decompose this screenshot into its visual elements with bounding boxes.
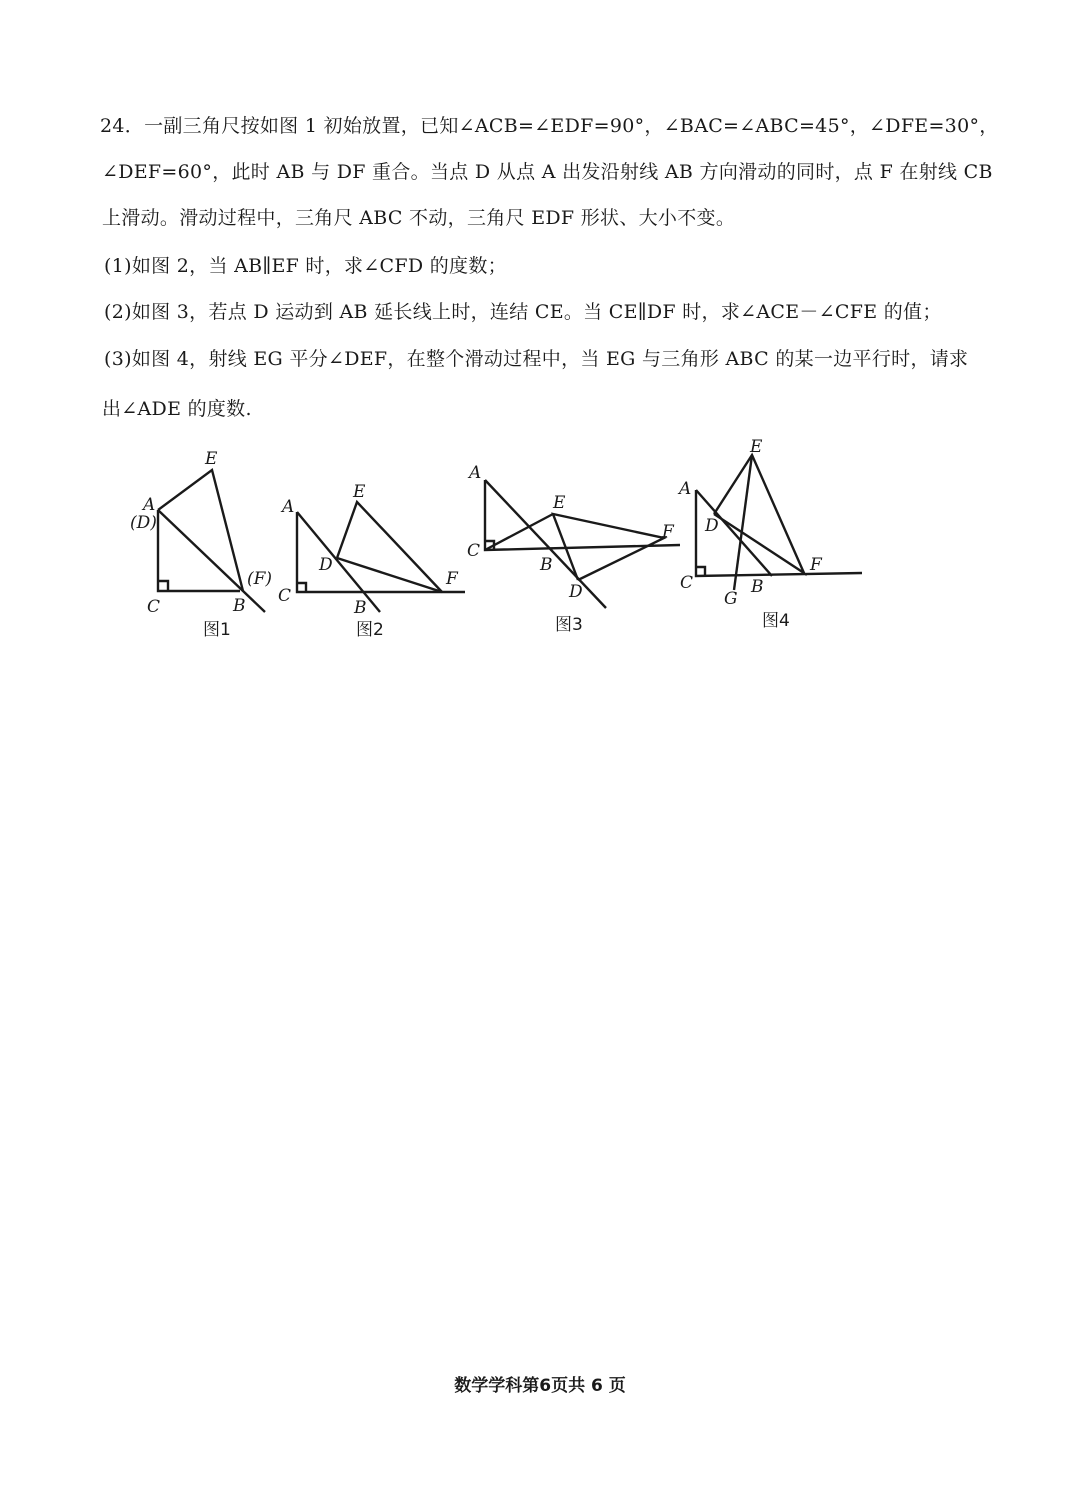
fig4-label-f: F <box>810 555 822 575</box>
fig1-label-f: (F) <box>247 569 273 589</box>
fig3-triangle-legs <box>485 480 680 550</box>
question-line-2: ∠DEF=60°，此时 AB 与 DF 重合。当点 D 从点 A 出发沿射线 AB 方向滑动的同时，点 F 在射线 CB <box>102 161 993 183</box>
fig3-label-c: C <box>467 541 481 561</box>
fig3-hypotenuse-ab <box>485 480 606 608</box>
fig3-label-b: B <box>540 555 553 575</box>
fig1-label-c: C <box>147 597 161 617</box>
fig2-triangle-legs <box>297 512 465 592</box>
fig3-label-d: D <box>569 582 583 602</box>
fig2-label-b: B <box>354 598 367 618</box>
figure-3 <box>467 463 680 635</box>
figure-2 <box>278 482 465 640</box>
fig2-label-d: D <box>319 555 333 575</box>
fig2-label-e: E <box>353 482 366 502</box>
fig1-right-angle-mark <box>158 581 168 591</box>
fig1-label-d: (D) <box>130 513 157 533</box>
fig3-label-e: E <box>553 493 566 513</box>
fig2-right-angle-mark <box>297 583 306 592</box>
question-part-2: (2)如图 3，若点 D 运动到 AB 延长线上时，连结 CE。当 CE∥DF 时，求∠ACE－∠CFE 的值； <box>104 301 942 323</box>
fig2-label-c: C <box>278 586 292 606</box>
fig4-label-a: A <box>679 479 692 499</box>
fig4-caption: 图4 <box>762 611 790 631</box>
question-line-1: 24．一副三角尺按如图 1 初始放置，已知∠ACB=∠EDF=90°，∠BAC=∠ABC=45°，∠DFE=30°， <box>100 115 999 137</box>
fig1-caption: 图1 <box>203 620 231 640</box>
question-part-3: (3)如图 4，射线 EG 平分∠DEF，在整个滑动过程中，当 EG 与三角形 ABC 的某一边平行时，请求 <box>104 348 969 370</box>
fig4-label-g: G <box>724 589 738 609</box>
fig3-caption: 图3 <box>555 615 583 635</box>
fig1-label-a: A <box>143 495 156 515</box>
fig2-hypotenuse-ab <box>297 512 380 612</box>
fig1-triangle-edf <box>158 470 243 591</box>
fig4-ray-eg <box>734 455 752 590</box>
fig1-label-b: B <box>233 596 246 616</box>
fig3-label-a: A <box>469 463 482 483</box>
question-line-3: 上滑动。滑动过程中，三角尺 ABC 不动，三角尺 EDF 形状、大小不变。 <box>102 207 736 229</box>
fig4-right-angle-mark <box>696 567 705 576</box>
geometry-figures <box>0 0 1080 700</box>
fig4-label-c: C <box>680 573 694 593</box>
fig4-label-e: E <box>750 437 763 457</box>
fig2-label-a: A <box>282 497 295 517</box>
fig4-label-d: D <box>705 516 719 536</box>
fig1-label-e: E <box>205 449 218 469</box>
question-part-1: (1)如图 2，当 AB∥EF 时，求∠CFD 的度数； <box>104 255 507 277</box>
figure-1 <box>130 449 272 640</box>
page-footer: 数学学科第6页共 6 页 <box>454 1376 626 1396</box>
figure-4 <box>677 437 862 631</box>
fig4-triangle-edf <box>714 455 804 573</box>
fig4-label-b: B <box>751 577 764 597</box>
fig3-label-f: F <box>662 522 674 542</box>
fig2-label-f: F <box>446 569 458 589</box>
fig1-hypotenuse-ab <box>158 510 265 612</box>
question-part-3-end: 出∠ADE 的度数. <box>102 398 252 420</box>
fig2-caption: 图2 <box>356 620 384 640</box>
